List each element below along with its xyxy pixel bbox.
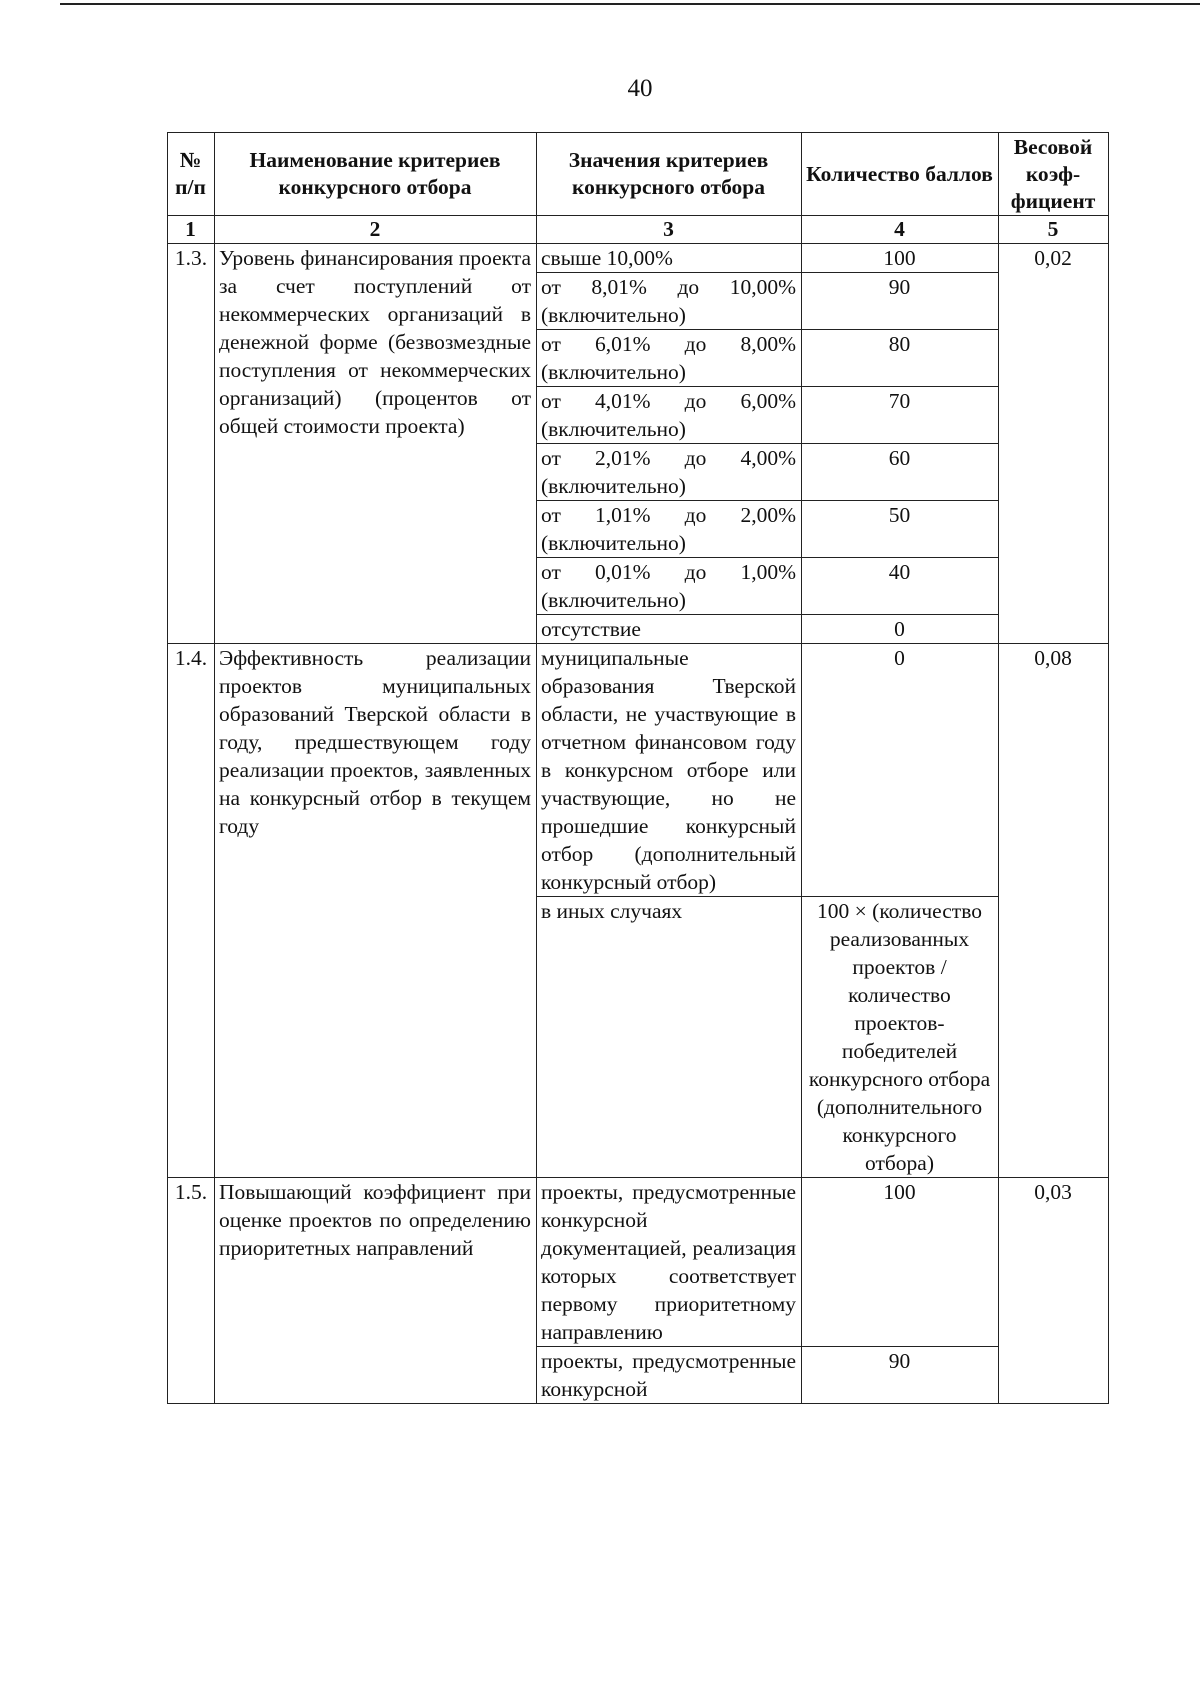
criterion-weight: 0,08 (999, 644, 1109, 1178)
column-number: 1 (168, 216, 215, 244)
column-number: 4 (802, 216, 999, 244)
criterion-value: от 8,01% до 10,00% (включительно) (537, 273, 802, 330)
criterion-number: 1.3. (168, 244, 215, 644)
criteria-table (167, 132, 1109, 1404)
criterion-points-formula: 100 × (количество реализованных проектов / количество проектов-победителей конкурсного отбора (дополнительного конкурсного отбора) (802, 897, 999, 1178)
criterion-weight: 0,02 (999, 244, 1109, 644)
criterion-value: свыше 10,00% (537, 244, 802, 273)
column-number-row (168, 216, 1109, 244)
criterion-name: Уровень финансирования проекта за счет поступлений от некоммерческих организаций в денежной форме (безвозмездные поступления от некоммерческих организаций) (процентов от общей стоимости проекта) (215, 244, 537, 644)
criterion-number: 1.4. (168, 644, 215, 1178)
column-number: 3 (537, 216, 802, 244)
criterion-points: 90 (802, 273, 999, 330)
criterion-points: 90 (802, 1347, 999, 1404)
criterion-value: проекты, предусмотренные конкурсной документацией, реализация которых соответствует первому приоритетному направлению (537, 1178, 802, 1347)
criterion-points: 40 (802, 558, 999, 615)
header-criterion-name: Наименование критериев конкурсного отбора (215, 133, 537, 216)
criterion-value: от 2,01% до 4,00% (включительно) (537, 444, 802, 501)
criterion-value: в иных случаях (537, 897, 802, 1178)
criterion-value: от 1,01% до 2,00% (включительно) (537, 501, 802, 558)
criterion-value: от 4,01% до 6,00% (включительно) (537, 387, 802, 444)
criterion-points: 80 (802, 330, 999, 387)
criterion-points: 100 (802, 1178, 999, 1347)
criterion-points: 50 (802, 501, 999, 558)
header-weight: Весовой коэф-фициент (999, 133, 1109, 216)
criterion-value: муниципальные образования Тверской области, не участвующие в отчетном финансовом году в конкурсном отборе или участвующие, но не прошедшие конкурсный отбор (дополнительный конкурсный отбор) (537, 644, 802, 897)
criterion-value: от 0,01% до 1,00% (включительно) (537, 558, 802, 615)
header-criterion-value: Значения критериев конкурсного отбора (537, 133, 802, 216)
page-number: 40 (627, 75, 653, 102)
table-row (168, 244, 1109, 273)
criterion-value: отсутствие (537, 615, 802, 644)
column-number: 5 (999, 216, 1109, 244)
criterion-name: Повышающий коэффициент при оценке проектов по определению приоритетных направлений (215, 1178, 537, 1404)
criterion-points: 0 (802, 644, 999, 897)
criterion-value: от 6,01% до 8,00% (включительно) (537, 330, 802, 387)
header-points: Количество баллов (802, 133, 999, 216)
criterion-points: 70 (802, 387, 999, 444)
criterion-points: 0 (802, 615, 999, 644)
column-number: 2 (215, 216, 537, 244)
criterion-number: 1.5. (168, 1178, 215, 1404)
table-row (168, 644, 1109, 897)
header-num: № п/п (168, 133, 215, 216)
criterion-points: 100 (802, 244, 999, 273)
criterion-weight: 0,03 (999, 1178, 1109, 1404)
criterion-value: проекты, предусмотренные конкурсной (537, 1347, 802, 1404)
header-row (168, 133, 1109, 216)
criterion-name: Эффективность реализации проектов муниципальных образований Тверской области в году, предшествующем году реализации проектов, заявленных на конкурсный отбор в текущем году (215, 644, 537, 1178)
top-border-line (60, 3, 1200, 5)
table-row (168, 1178, 1109, 1347)
criterion-points: 60 (802, 444, 999, 501)
